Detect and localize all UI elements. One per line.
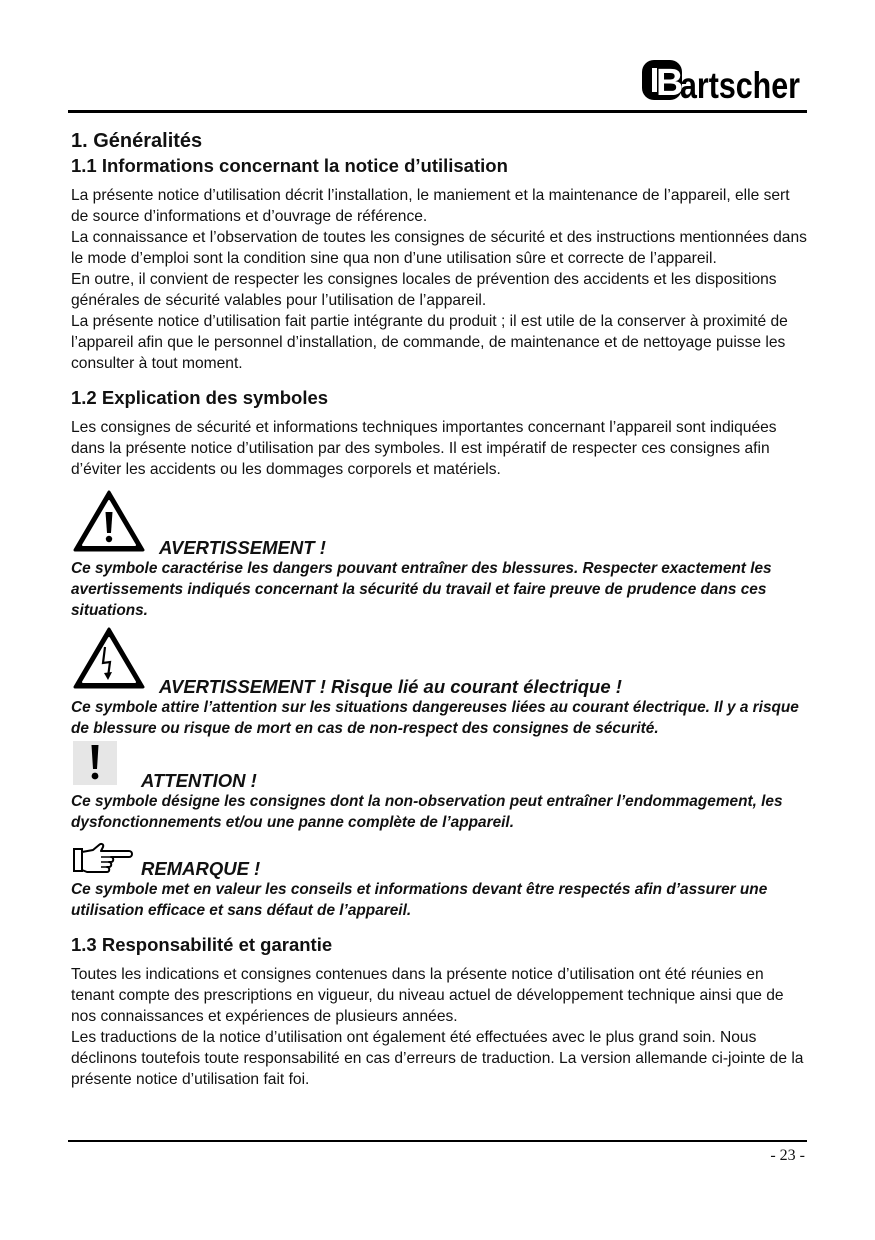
symbol-title: ATTENTION ! — [141, 770, 257, 791]
paragraph: Toutes les indications et consignes contenues dans la présente notice d’utilisation ont été réunies en tenant compte des prescriptions en vigueur, du niveau actuel de développement technique ainsi que de nos connaissances et expériences de plusieurs années. — [71, 966, 784, 1025]
bartscher-logo-icon — [640, 54, 802, 104]
page-content — [71, 130, 811, 1090]
symbol-description: Ce symbole caractérise les dangers pouvant entraîner des blessures. Respecter exactement les avertissements indiqués concernant la sécurité du travail et faire preuve de prudence dans ces situations. — [71, 560, 772, 619]
symbols-intro: Les consignes de sécurité et informations techniques importantes concernant l’appareil sont indiquées dans la présente notice d’utilisation par des symboles. Il est impératif de respecter ces consignes afin d’éviter les accidents ou les dommages corporels et matériels. — [71, 419, 777, 478]
paragraph: La présente notice d’utilisation décrit l’installation, le maniement et la maintenance de l’appareil, elle sert de source d’informations et d’ouvrage de référence. — [71, 187, 790, 225]
paragraph: La connaissance et l’observation de toutes les consignes de sécurité et des instructions mentionnées dans le mode d’emploi sont la condition sine qua non d’une utilisation sûre et correcte de l’appareil. — [71, 229, 807, 267]
warning-triangle-icon — [73, 490, 145, 553]
symbol-description: Ce symbole désigne les consignes dont la non-observation peut entraîner l’endommagement, les dysfonctionnements et/ou une panne complète de l’appareil. — [71, 793, 783, 831]
subsection-title-1-1: 1.1 Informations concernant la notice d’utilisation — [71, 155, 508, 176]
subsection-title-1-3: 1.3 Responsabilité et garantie — [71, 934, 333, 955]
footer-rule — [68, 1140, 807, 1142]
symbol-title: REMARQUE ! — [141, 858, 261, 879]
symbol-electric — [71, 627, 811, 739]
page-number: - 23 - — [770, 1147, 805, 1164]
symbol-note — [71, 843, 811, 921]
header-rule — [68, 110, 807, 113]
svg-text:artscher: artscher — [680, 65, 800, 106]
electric-hazard-icon — [73, 627, 145, 690]
symbol-title: AVERTISSEMENT ! — [159, 537, 326, 558]
symbol-description: Ce symbole attire l’attention sur les situations dangereuses liées au courant électrique. Il y a risque de blessure ou risque de mort en cas de non-respect des consignes de sécurité. — [71, 699, 799, 737]
symbol-title: AVERTISSEMENT ! Risque lié au courant électrique ! — [159, 676, 622, 697]
svg-text:B: B — [656, 62, 684, 104]
paragraph: Les traductions de la notice d’utilisation ont également été effectuées avec le plus grand soin. Nous déclinons toutefois toute responsabilité en cas d’erreurs de traduction. La version allemande ci-jointe de la présente notice d’utilisation fait foi. — [71, 1029, 804, 1088]
subsection-title-1-2: 1.2 Explication des symboles — [71, 387, 329, 408]
symbol-description: Ce symbole met en valeur les conseils et informations devant être respectés afin d’assurer une utilisation efficace et sans défaut de l’appareil. — [71, 881, 768, 919]
section-title: 1. Généralités — [71, 130, 203, 152]
exclamation-icon — [73, 741, 117, 785]
bartscher-logo — [640, 54, 802, 104]
paragraph: La présente notice d’utilisation fait partie intégrante du produit ; il est utile de la conserver à proximité de l’appareil afin que le personnel d’installation, de commande, de maintenance et de nettoyage puisse les consulter à tout moment. — [71, 313, 788, 372]
pointing-hand-icon — [73, 843, 135, 875]
symbol-attention — [71, 741, 811, 833]
symbol-warning — [71, 490, 811, 621]
paragraph: En outre, il convient de respecter les consignes locales de prévention des accidents et les dispositions générales de sécurité valables pour l’utilisation de l’appareil. — [71, 271, 777, 309]
